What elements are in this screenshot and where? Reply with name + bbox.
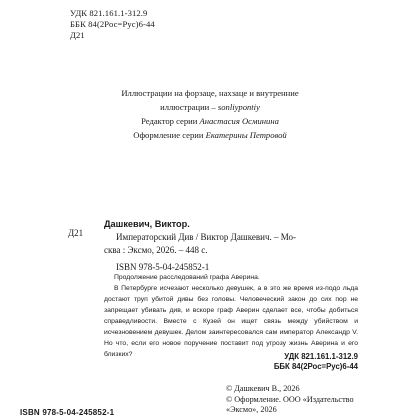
isbn-bottom: ISBN 978-5-04-245852-1: [20, 408, 115, 417]
credits-block: [70, 86, 350, 142]
catalog-block-top: [70, 8, 155, 41]
editor-line: Редактор серии Анастасия Осминина: [141, 116, 279, 126]
bibliography-code: Д21: [68, 228, 84, 238]
illustrations-line-2: иллюстрации – sonliypontiy: [160, 102, 260, 112]
copyright-design-1: © Оформление. ООО «Издательство: [226, 394, 354, 404]
copyright-author: © Дашкевич В., 2026: [226, 384, 300, 393]
illustrations-line-1: Иллюстрации на форзаце, нахзаце и внутренние: [121, 88, 299, 98]
title-line-1: Императорский Див / Виктор Дашкевич. – Мо-: [116, 232, 296, 242]
design-line: Оформление серии Екатерины Петровой: [133, 130, 287, 140]
udk-code-bottom: УДК 821.161.1-312.9: [284, 352, 358, 361]
title-line-2: сква : Эксмо, 2026. – 448 с.: [104, 245, 208, 255]
copyright-block: [226, 384, 354, 416]
designer-name: Екатерины Петровой: [205, 130, 287, 140]
bibliographic-record: [104, 218, 358, 274]
annotation: [104, 272, 358, 360]
annotation-text: В Петербурге исчезают несколько девушек, а в это же время из-подо льда достают труп убитой дивы без головы. Человеческий закон до сих пор не запрещает убивать див, и вскоре граф Аверин сделает все, чтобы добиться справедливости. Вместе с Кузей он ищет связь между убийством и исчезновением девушек. Делом заинтересовался сам император Александр V. Но что, если его новое поручение поставит под угрозу жизнь Аверина и его близких?: [104, 285, 358, 358]
copyright-design-2: «Эксмо», 2026: [226, 405, 277, 414]
annotation-intro: Продолжение расследований графа Аверина.: [114, 274, 260, 281]
udk-code: УДК 821.161.1-312.9: [70, 8, 148, 18]
author-heading: Дашкевич, Виктор.: [104, 219, 190, 229]
bbk-code-bottom: ББК 84(2Рос=Рус)6-44: [273, 362, 358, 371]
author-mark: Д21: [70, 30, 85, 40]
illustrator-name: sonliypontiy: [217, 102, 260, 112]
catalog-block-bottom: [274, 352, 358, 372]
bbk-code: ББК 84(2Рос=Рус)6-44: [70, 19, 155, 29]
editor-name: Анастасия Осминина: [199, 116, 279, 126]
isbn-record: ISBN 978-5-04-245852-1: [116, 262, 210, 272]
